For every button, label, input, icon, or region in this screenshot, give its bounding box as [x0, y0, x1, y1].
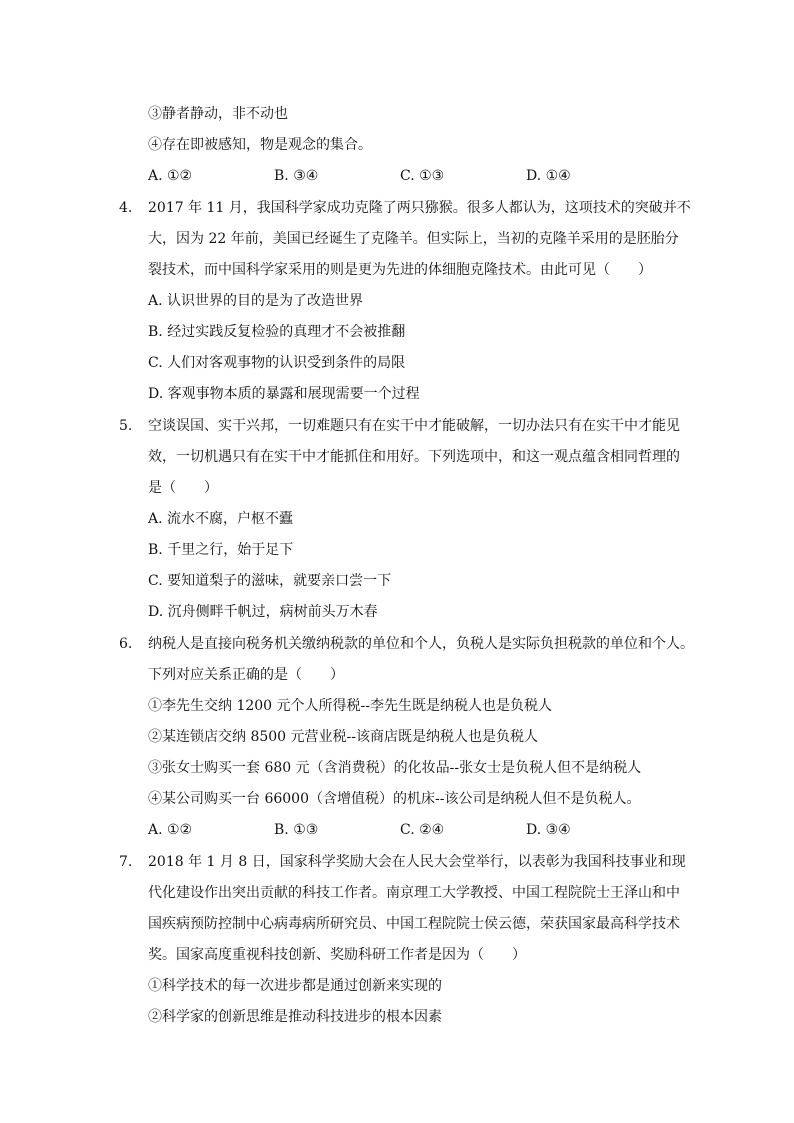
- q5-option-c[interactable]: C. 要知道梨子的滋味，就要亲口尝一下: [148, 573, 392, 589]
- q3-option-b[interactable]: B. ③④: [274, 168, 319, 184]
- q6-options: [148, 820, 708, 840]
- q5-stem-line-2: 效，一切机遇只有在实干中才能抓住和用好。下列选项中，和这一观点蕴含相同哲理的: [148, 449, 680, 465]
- q6-statement-3: ③张女士购买一套 680 元（含消费税）的化妆品--张女士是负税人但不是纳税人: [148, 760, 642, 776]
- q3-statement-3: ③静者静动，非不动也: [148, 106, 288, 122]
- q4-option-b[interactable]: B. 经过实践反复检验的真理才不会被推翻: [148, 324, 406, 340]
- q5-number: 5.: [119, 418, 133, 434]
- q6-stem-line-1: 纳税人是直接向税务机关缴纳税款的单位和个人，负税人是实际负担税款的单位和个人。: [148, 636, 694, 652]
- q3-statement-4: ④存在即被感知，物是观念的集合。: [148, 137, 372, 153]
- q6-option-b[interactable]: B. ①③: [274, 822, 319, 838]
- q4-stem-line-2: 大，因为 22 年前，美国已经诞生了克隆羊。但实际上，当初的克隆羊采用的是胚胎分: [148, 231, 679, 247]
- q5-option-d[interactable]: D. 沉舟侧畔千帆过，病树前头万木春: [148, 604, 378, 620]
- q6-option-d[interactable]: D. ③④: [526, 822, 571, 838]
- q6-option-c[interactable]: C. ②④: [400, 822, 445, 838]
- q6-option-a[interactable]: A. ①②: [148, 822, 193, 838]
- q6-stem-line-2: 下列对应关系正确的是（ ）: [148, 667, 344, 683]
- q3-option-d[interactable]: D. ①④: [526, 168, 571, 184]
- q5-option-a[interactable]: A. 流水不腐，户枢不蠹: [148, 511, 294, 527]
- q3-option-a[interactable]: A. ①②: [148, 168, 193, 184]
- q4-option-c[interactable]: C. 人们对客观事物的认识受到条件的局限: [148, 355, 406, 371]
- q5-stem-line-1: 空谈误国、实干兴邦，一切难题只有在实干中才能破解，一切办法只有在实干中才能见: [148, 418, 680, 434]
- q4-number: 4.: [119, 200, 133, 216]
- q7-statement-1: ①科学技术的每一次进步都是通过创新来实现的: [148, 978, 442, 994]
- q7-stem-line-1: 2018 年 1 月 8 日，国家科学奖励大会在人民大会堂举行，以表彰为我国科技事业和现: [148, 854, 686, 870]
- q3-options: [148, 166, 708, 186]
- q4-stem-line-1: 2017 年 11 月，我国科学家成功克隆了两只猕猴。很多人都认为，这项技术的突破并不: [148, 200, 691, 216]
- q4-option-a[interactable]: A. 认识世界的目的是为了改造世界: [148, 293, 364, 309]
- q6-number: 6.: [119, 636, 133, 652]
- q7-stem-line-4: 奖。国家高度重视科技创新、奖励科研工作者是因为（ ）: [148, 947, 526, 963]
- q4-stem-line-3: 裂技术，而中国科学家采用的则是更为先进的体细胞克隆技术。由此可见（ ）: [148, 262, 652, 278]
- q7-number: 7.: [119, 854, 133, 870]
- q7-stem-line-3: 国疾病预防控制中心病毒病所研究员、中国工程院院士侯云德，荣获国家最高科学技术: [148, 916, 680, 932]
- q7-statement-2: ②科学家的创新思维是推动科技进步的根本因素: [148, 1009, 442, 1025]
- q5-option-b[interactable]: B. 千里之行，始于足下: [148, 542, 294, 558]
- q3-option-c[interactable]: C. ①③: [400, 168, 445, 184]
- q7-stem-line-2: 代化建设作出突出贡献的科技工作者。南京理工大学教授、中国工程院院士王泽山和中: [148, 885, 680, 901]
- q6-statement-4: ④某公司购买一台 66000（含增值税）的机床--该公司是纳税人但不是负税人。: [148, 791, 641, 807]
- q5-stem-line-3: 是（ ）: [148, 480, 218, 496]
- q6-statement-2: ②某连锁店交纳 8500 元营业税--该商店既是纳税人也是负税人: [148, 729, 538, 745]
- q6-statement-1: ①李先生交纳 1200 元个人所得税--李先生既是纳税人也是负税人: [148, 698, 552, 714]
- q4-option-d[interactable]: D. 客观事物本质的暴露和展现需要一个过程: [148, 386, 420, 402]
